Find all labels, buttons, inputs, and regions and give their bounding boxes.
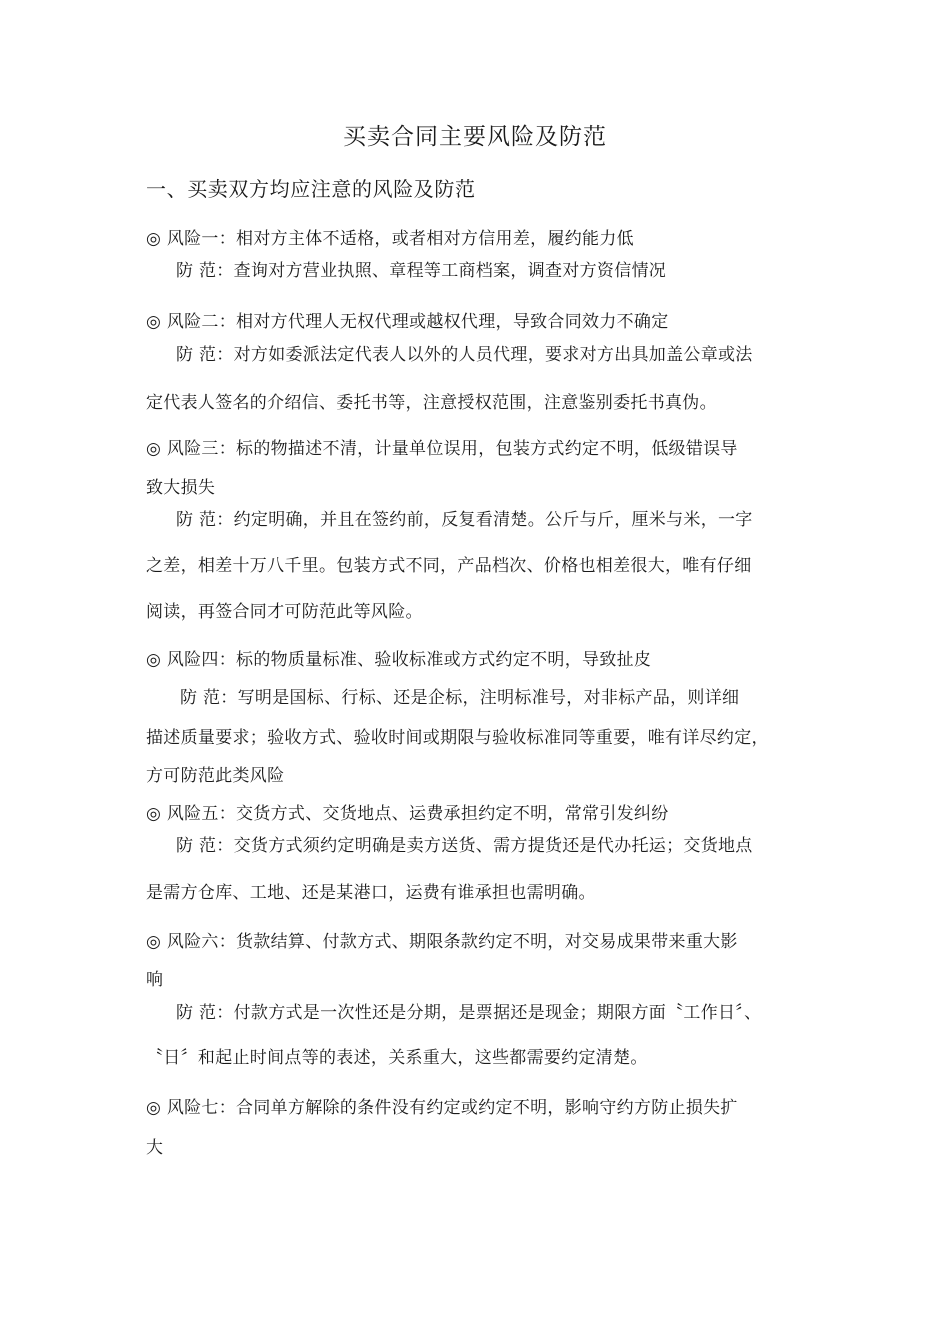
risk-5: ◎ 风险五：交货方式、交货地点、运费承担约定不明，常常引发纠纷 (146, 804, 669, 824)
risk-4: ◎ 风险四：标的物质量标准、验收标准或方式约定不明，导致扯皮 (146, 650, 652, 670)
risk-6-line-1: ◎ 风险六：货款结算、付款方式、期限条款约定不明，对交易成果带来重大影 (146, 932, 738, 952)
prevention-4-line-3: 方可防范此类风险 (146, 766, 285, 786)
prevention-3-line-1: 防 范：约定明确，并且在签约前，反复看清楚。公斤与斤，厘米与米，一字 (176, 510, 753, 530)
prevention-6-line-1: 防 范：付款方式是一次性还是分期，是票据还是现金；期限方面〝工作日〞、 (176, 1003, 762, 1023)
risk-7-line-2: 大 (146, 1138, 164, 1158)
prevention-3-line-3: 阅读，再签合同才可防范此等风险。 (146, 602, 423, 622)
prevention-4-line-2: 描述质量要求；验收方式、验收时间或期限与验收标准同等重要，唯有详尽约定， (146, 728, 769, 748)
prevention-5-line-2: 是需方仓库、工地、还是某港口，运费有谁承担也需明确。 (146, 883, 596, 903)
prevention-6-line-2: 〝日〞和起止时间点等的表述，关系重大，这些都需要约定清楚。 (146, 1048, 648, 1068)
risk-2: ◎ 风险二：相对方代理人无权代理或越权代理，导致合同效力不确定 (146, 312, 669, 332)
risk-3-line-1: ◎ 风险三：标的物描述不清，计量单位误用，包装方式约定不明，低级错误导 (146, 439, 738, 459)
prevention-3-line-2: 之差，相差十万八千里。包装方式不同，产品档次、价格也相差很大，唯有仔细 (146, 556, 752, 576)
section-heading: 一、买卖双方均应注意的风险及防范 (146, 177, 476, 201)
prevention-5-line-1: 防 范：交货方式须约定明确是卖方送货、需方提货还是代办托运；交货地点 (176, 836, 753, 856)
risk-3-line-2: 致大损失 (146, 478, 216, 498)
document-title: 买卖合同主要风险及防范 (343, 124, 607, 150)
prevention-1: 防 范：查询对方营业执照、章程等工商档案，调查对方资信情况 (176, 261, 667, 281)
prevention-4-line-1: 防 范：写明是国标、行标、还是企标，注明标准号，对非标产品，则详细 (180, 688, 740, 708)
risk-7-line-1: ◎ 风险七：合同单方解除的条件没有约定或约定不明，影响守约方防止损失扩 (146, 1098, 738, 1118)
prevention-2-line-1: 防 范：对方如委派法定代表人以外的人员代理，要求对方出具加盖公章或法 (176, 345, 753, 365)
risk-1: ◎ 风险一：相对方主体不适格，或者相对方信用差，履约能力低 (146, 229, 634, 249)
risk-6-line-2: 响 (146, 970, 164, 990)
prevention-2-line-2: 定代表人签名的介绍信、委托书等，注意授权范围，注意鉴别委托书真伪。 (146, 393, 717, 413)
